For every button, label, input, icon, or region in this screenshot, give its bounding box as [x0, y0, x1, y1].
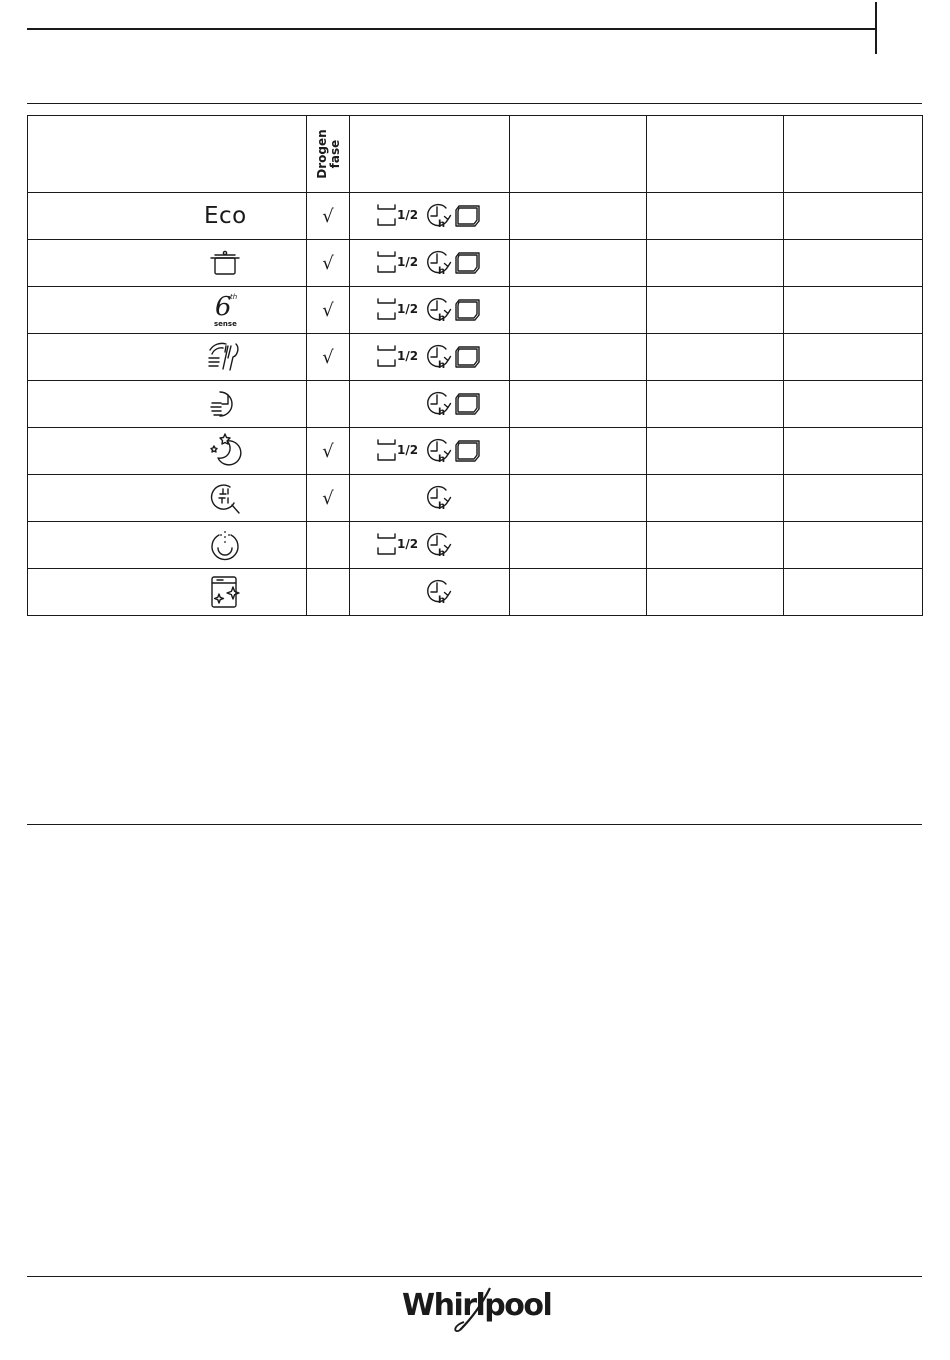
tablet-icon [454, 439, 482, 463]
delay-timer-icon [424, 578, 452, 606]
logo-wordmark: Whirlpool [402, 1288, 552, 1323]
empty-cell-1 [510, 240, 647, 287]
empty-cell-2 [647, 193, 784, 240]
table-row [28, 193, 923, 240]
delay-timer-icon [424, 531, 452, 559]
section-rule [27, 824, 922, 825]
program-cell [28, 428, 307, 475]
empty-cell-2 [647, 240, 784, 287]
empty-cell-2 [647, 522, 784, 569]
sense-word: sense [214, 320, 237, 328]
empty-cell-1 [510, 569, 647, 616]
top-corner-tick [875, 2, 877, 54]
sense-number: 6 [215, 292, 232, 322]
program-cell [28, 475, 307, 522]
eco-label: Eco [204, 203, 247, 229]
soak-smile-icon [206, 526, 244, 564]
top-rule [27, 28, 875, 30]
eco-program-label [204, 197, 247, 235]
empty-cell-3 [784, 428, 923, 475]
empty-cell-3 [784, 522, 923, 569]
empty-cell-2 [647, 428, 784, 475]
empty-cell-2 [647, 334, 784, 381]
program-cell [28, 334, 307, 381]
timer-letter: h [438, 595, 446, 606]
delay-timer-icon [424, 343, 452, 371]
half-load-icon [377, 298, 425, 322]
6th-sense-icon [206, 291, 244, 329]
header-empty-1 [510, 116, 647, 193]
program-cell [28, 381, 307, 428]
drying-phase-cell: √ [307, 475, 350, 522]
sense-sup: th [230, 293, 238, 301]
table-row [28, 475, 923, 522]
table-row [28, 428, 923, 475]
empty-cell-3 [784, 381, 923, 428]
delay-timer-icon [424, 249, 452, 277]
half-load-text: 1/2 [397, 349, 419, 363]
section-rule [27, 103, 922, 104]
table-row [28, 287, 923, 334]
tablet-icon [454, 251, 482, 275]
whirlpool-logo [402, 1282, 554, 1334]
timer-letter: h [438, 360, 446, 371]
options-cell [350, 569, 510, 616]
drying-phase-cell: √ [307, 240, 350, 287]
program-cell [28, 569, 307, 616]
empty-cell-1 [510, 428, 647, 475]
empty-cell-3 [784, 569, 923, 616]
delay-timer-icon [424, 484, 452, 512]
half-load-icon [377, 439, 425, 463]
header-drying-phase [307, 116, 350, 193]
timer-letter: h [438, 266, 446, 277]
drying-phase-cell: √ [307, 193, 350, 240]
options-cell [350, 475, 510, 522]
empty-cell-3 [784, 193, 923, 240]
program-cell [28, 287, 307, 334]
pot-icon [206, 244, 244, 282]
table-header-row [28, 116, 923, 193]
half-load-icon [377, 533, 425, 557]
empty-cell-2 [647, 381, 784, 428]
drying-phase-cell [307, 522, 350, 569]
empty-cell-2 [647, 475, 784, 522]
drying-phase-cell: √ [307, 287, 350, 334]
timer-letter: h [438, 548, 446, 559]
half-load-icon [377, 251, 425, 275]
drying-phase-label: Drogen fase [314, 129, 342, 179]
tablet-icon [454, 204, 482, 228]
daily-plates-cutlery-icon [206, 338, 244, 376]
half-load-text: 1/2 [397, 443, 419, 457]
empty-cell-1 [510, 287, 647, 334]
empty-cell-1 [510, 193, 647, 240]
drying-phase-cell: √ [307, 334, 350, 381]
self-clean-sparkle-icon [206, 573, 244, 611]
program-cell [28, 193, 307, 240]
empty-cell-3 [784, 240, 923, 287]
delay-timer-icon [424, 296, 452, 324]
timer-letter: h [438, 501, 446, 512]
table-row [28, 381, 923, 428]
header-program [28, 116, 307, 193]
delay-timer-icon [424, 202, 452, 230]
half-load-icon [377, 204, 425, 228]
empty-cell-3 [784, 475, 923, 522]
empty-cell-3 [784, 287, 923, 334]
options-cell [350, 193, 510, 240]
table-row [28, 569, 923, 616]
delay-timer-icon [424, 437, 452, 465]
night-moon-stars-icon [206, 432, 244, 470]
timer-letter: h [438, 219, 446, 230]
empty-cell-1 [510, 381, 647, 428]
half-load-text: 1/2 [397, 302, 419, 316]
half-load-text: 1/2 [397, 255, 419, 269]
options-cell [350, 334, 510, 381]
options-cell [350, 428, 510, 475]
footer-rule [27, 1276, 922, 1277]
delay-timer-icon [424, 390, 452, 418]
empty-cell-1 [510, 522, 647, 569]
half-load-text: 1/2 [397, 208, 419, 222]
program-cell [28, 240, 307, 287]
program-cell [28, 522, 307, 569]
header-empty-3 [784, 116, 923, 193]
drying-phase-cell [307, 381, 350, 428]
options-cell [350, 240, 510, 287]
table-row [28, 240, 923, 287]
empty-cell-2 [647, 569, 784, 616]
timer-letter: h [438, 454, 446, 465]
header-empty-2 [647, 116, 784, 193]
table-row [28, 334, 923, 381]
timer-letter: h [438, 407, 446, 418]
tablet-icon [454, 298, 482, 322]
options-cell [350, 381, 510, 428]
program-table [27, 115, 923, 616]
fast-wash-clock-icon [206, 385, 244, 423]
drying-phase-cell [307, 569, 350, 616]
half-load-icon [377, 345, 425, 369]
empty-cell-1 [510, 334, 647, 381]
half-load-text: 1/2 [397, 537, 419, 551]
tablet-icon [454, 345, 482, 369]
empty-cell-3 [784, 334, 923, 381]
table-row [28, 522, 923, 569]
timer-letter: h [438, 313, 446, 324]
empty-cell-1 [510, 475, 647, 522]
options-cell [350, 287, 510, 334]
drying-phase-cell: √ [307, 428, 350, 475]
options-cell [350, 522, 510, 569]
tablet-icon [454, 392, 482, 416]
rinse-search-icon [206, 479, 244, 517]
header-options [350, 116, 510, 193]
empty-cell-2 [647, 287, 784, 334]
